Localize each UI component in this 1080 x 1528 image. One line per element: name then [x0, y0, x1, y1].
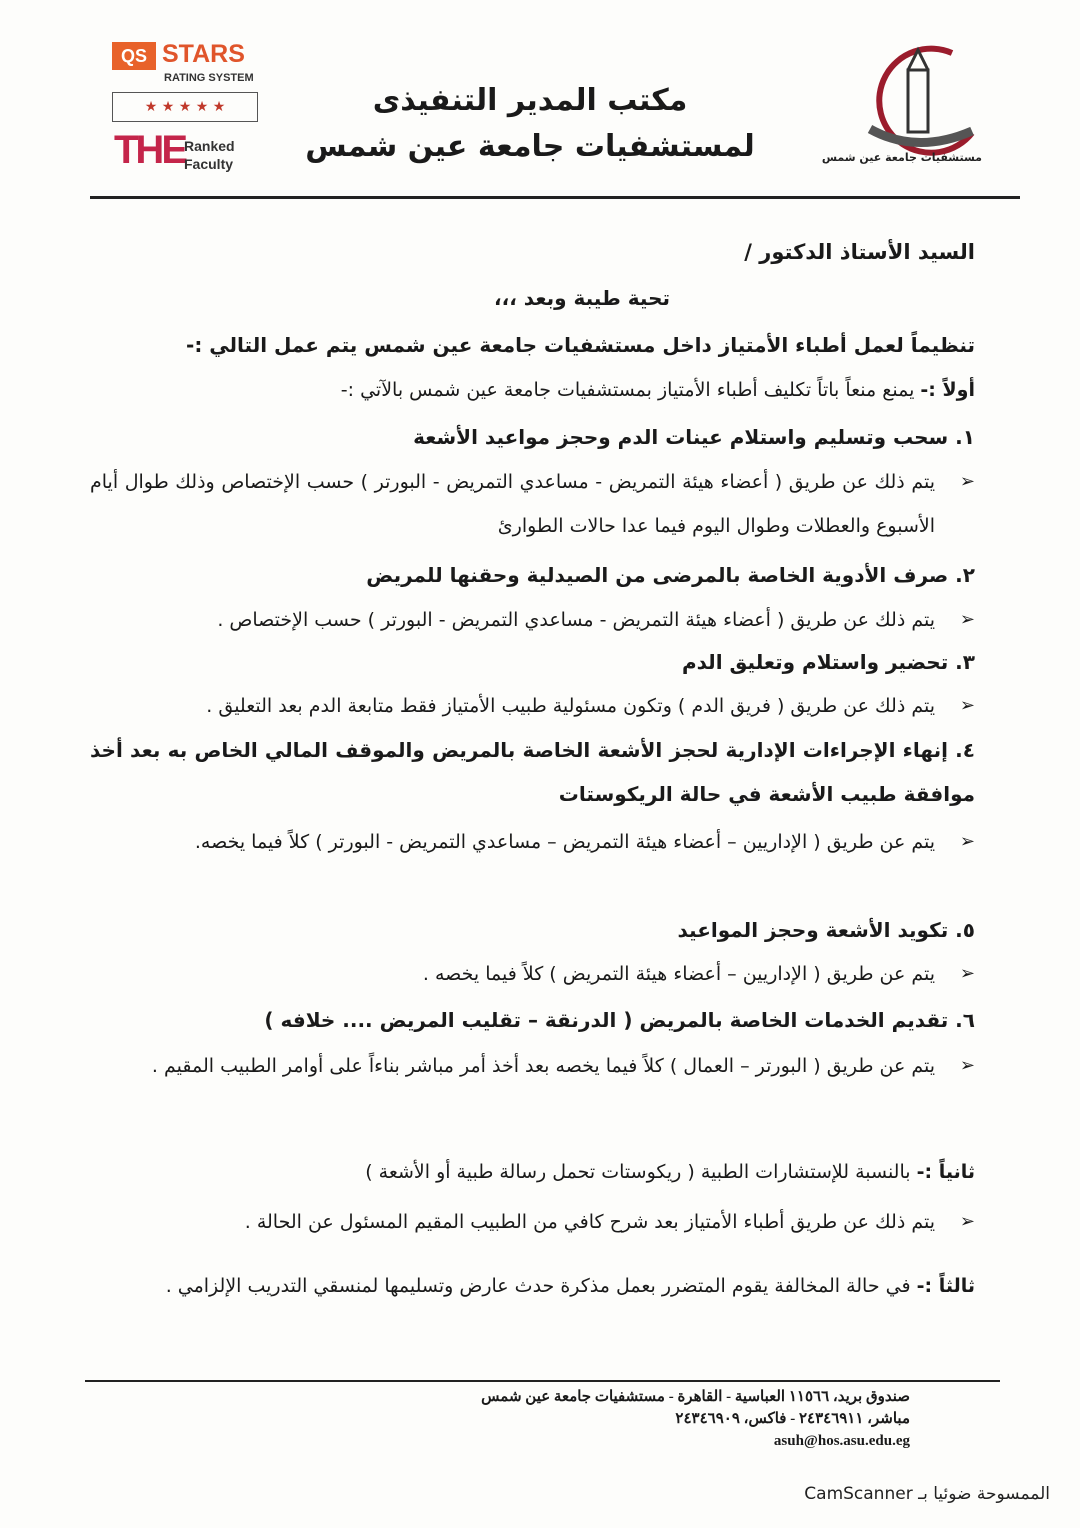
- faculty-label: Faculty: [184, 156, 234, 172]
- item-4-title: ٤. إنهاء الإجراءات الإدارية لحجز الأشعة الخاصة بالمريض والموقف المالي الخاص به بعد أخذ موافقة طبيب الأشعة في حالة الريكوستات: [90, 738, 975, 806]
- star-rating: ★ ★ ★ ★ ★: [112, 92, 258, 122]
- camscanner-watermark: الممسوحة ضوئيا بـ CamScanner: [804, 1484, 1050, 1504]
- arrow-bullet-icon: ➢: [959, 1211, 975, 1232]
- item-3-bullet-text: يتم ذلك عن طريق ( فريق الدم ) وتكون مسئولية طبيب الأمتياز فقط متابعة الدم بعد التعليق .: [206, 695, 935, 717]
- stars-label: STARS: [162, 40, 245, 68]
- section-second-bullet: [90, 1200, 975, 1244]
- arrow-bullet-icon: ➢: [959, 695, 975, 716]
- section-first-text: يمنع منعاً باتاً تكليف أطباء الأمتياز بمستشفيات جامعة عين شمس بالآتي :-: [340, 379, 921, 401]
- item-5-bullet-text: يتم عن طريق ( الإداريين – أعضاء هيئة التمريض ) كلاً فيما يخصه .: [422, 963, 935, 985]
- arrow-bullet-icon: ➢: [959, 963, 975, 984]
- arrow-bullet-icon: ➢: [959, 471, 975, 492]
- item-6-bullet-text: يتم عن طريق ( البورتر – العمال ) كلاً فيما يخصه بعد أخذ أمر مباشر بناءاً على أوامر الطبيب المقيم .: [151, 1055, 935, 1077]
- arrow-bullet-icon: ➢: [959, 831, 975, 852]
- salutation: السيد الأستاذ الدكتور /: [744, 240, 975, 264]
- footer-divider: [85, 1380, 1000, 1382]
- section-second-text: بالنسبة للإستشارات الطبية ( ريكوستات تحمل رسالة طبية أو الأشعة ): [365, 1161, 917, 1183]
- office-title-line2: لمستشفيات جامعة عين شمس: [305, 129, 755, 164]
- seal-emblem-icon: [852, 45, 982, 157]
- header-divider: [90, 196, 1020, 199]
- footer-contact: [410, 1386, 910, 1452]
- footer-phone: مباشر، ٢٤٣٤٦٩١١ - فاكس، ٢٤٣٤٦٩٠٩: [675, 1411, 910, 1427]
- item-1-title: ١. سحب وتسليم واستلام عينات الدم وحجز مواعيد الأشعة: [413, 425, 975, 449]
- item-2-bullet: [90, 598, 975, 642]
- item-1-bullet: [90, 460, 975, 548]
- qs-badge: QS: [112, 42, 156, 70]
- item-2-title: ٢. صرف الأدوية الخاصة بالمرضى من الصيدلية وحقنها للمريض: [366, 563, 975, 587]
- item-5-bullet: [90, 952, 975, 996]
- qs-stars-logo: [112, 40, 260, 180]
- section-first-label: أولاً :-: [920, 379, 975, 401]
- office-title-line1: مكتب المدير التنفيذى: [372, 83, 688, 118]
- item-3-bullet: [90, 684, 975, 728]
- section-third-label: ثالثاً :-: [916, 1275, 975, 1297]
- section-second-bullet-text: يتم ذلك عن طريق أطباء الأمتياز بعد شرح كافي من الطبيب المقيم المسئول عن الحالة .: [244, 1211, 935, 1233]
- ranked-label: Ranked: [184, 138, 235, 154]
- arrow-bullet-icon: ➢: [959, 609, 975, 630]
- section-first: [90, 368, 975, 412]
- footer-email: asuh@hos.asu.edu.eg: [773, 1433, 910, 1449]
- seal-text: مستشفيات جامعة عين شمس: [821, 151, 982, 164]
- ain-shams-hospitals-seal: [821, 45, 982, 175]
- intro-text: تنظيماً لعمل أطباء الأمتياز داخل مستشفيات جامعة عين شمس يتم عمل التالي :-: [186, 333, 975, 357]
- item-5-title: ٥. تكويد الأشعة وحجز المواعيد: [677, 918, 975, 942]
- section-second: [90, 1150, 975, 1194]
- section-second-label: ثانياً :-: [916, 1161, 975, 1183]
- item-4-bullet: [90, 820, 975, 864]
- item-4-bullet-text: يتم عن طريق ( الإداريين – أعضاء هيئة التمريض – مساعدي التمريض - البورتر ) كلاً فيما يخصه.: [194, 831, 935, 853]
- greeting: تحية طيبة وبعد ،،،: [494, 286, 670, 310]
- item-2-bullet-text: يتم ذلك عن طريق ( أعضاء هيئة التمريض - مساعدي التمريض - البورتر ) حسب الإختصاص .: [217, 609, 935, 631]
- section-third-text: في حالة المخالفة يقوم المتضرر بعمل مذكرة حدث عارض وتسليمها لمنسقي التدريب الإلزامي .: [165, 1275, 917, 1297]
- rating-system-label: RATING SYSTEM: [164, 72, 254, 84]
- footer-address: صندوق بريد، ١١٥٦٦ العباسية - القاهرة - مستشفيات جامعة عين شمس: [481, 1389, 910, 1405]
- the-logo: THE: [114, 128, 185, 172]
- item-6-title: ٦. تقديم الخدمات الخاصة بالمريض ( الدرنقة – تقليب المريض .... خلافه ): [264, 1008, 975, 1032]
- arrow-bullet-icon: ➢: [959, 1055, 975, 1076]
- item-6-bullet: [90, 1044, 975, 1088]
- item-1-bullet-text: يتم ذلك عن طريق ( أعضاء هيئة التمريض - مساعدي التمريض - البورتر ) حسب الإختصاص وذلك طوال أيام الأسبوع والعطلات وطوال اليوم فيما عدا حالات الطوارئ: [90, 471, 935, 537]
- office-title: [300, 78, 760, 170]
- section-third: [90, 1264, 975, 1308]
- item-3-title: ٣. تحضير واستلام وتعليق الدم: [681, 650, 975, 674]
